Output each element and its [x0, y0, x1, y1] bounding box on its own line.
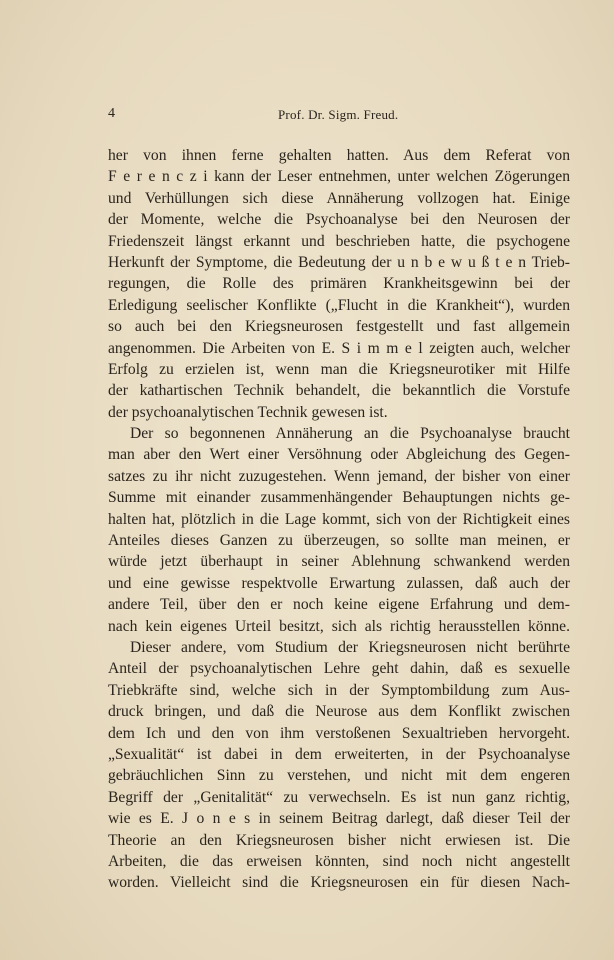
text-line: Arbeiten, die das erweisen könnten, sind noch nicht angestellt	[108, 852, 570, 870]
text-line: her von ihnen ferne gehalten hatten. Aus dem Referat von	[108, 147, 570, 164]
text-line: der Momente, welche die Psychoanalyse bei den Neurosen der	[108, 211, 570, 229]
text-line: Erledigung seelischer Konflikte („Flucht in die Krankheit“), wurden	[108, 296, 570, 314]
body-text	[108, 145, 570, 894]
paragraph-start-line: Dieser andere, vom Studium der Kriegsneurosen nicht berührte	[130, 638, 570, 656]
text-line: Anteiles dieses Ganzen zu überzeugen, so sollte man meinen, er	[108, 532, 570, 550]
text-line: regungen, die Rolle des primären Krankheitsgewinn bei der	[108, 275, 570, 293]
text-line: andere Teil, über den er noch keine eigene Erfahrung und dem-	[108, 596, 570, 614]
paragraph-end-line: nach kein eigenes Urteil besitzt, sich als richtig herausstellen könne.	[108, 617, 570, 635]
text-line: gebräuchlichen Sinn zu verstehen, und nicht mit dem engeren	[108, 767, 570, 785]
running-head: Prof. Dr. Sigm. Freud.	[278, 107, 399, 122]
paragraph-end-line: der psychoanalytischen Technik gewesen ist.	[108, 403, 388, 421]
text-line: Herkunft der Symptome, die Bedeutung der u n b e w u ß t e n Trieb-	[108, 253, 570, 271]
text-line: Triebkräfte sind, welche sich in der Symptombildung zum Aus-	[108, 681, 570, 699]
page-header	[108, 106, 570, 126]
text-line: Summe mit einander zusammenhängender Behauptungen nichts ge-	[108, 489, 570, 507]
text-line: druck bringen, und daß die Neurose aus dem Konflikt zwischen	[108, 703, 570, 721]
text-line: Anteil der psychoanalytischen Lehre geht dahin, daß es sexuelle	[108, 660, 570, 678]
page-number: 4	[108, 106, 115, 121]
text-line: und Verhüllungen sich diese Annäherung vollzogen hat. Einige	[108, 189, 570, 207]
text-line: worden. Vielleicht sind die Kriegsneurosen ein für diesen Nach-	[108, 874, 570, 892]
text-line: Friedenszeit längst erkannt und beschrieben hatte, die psychogene	[108, 232, 570, 250]
text-line: angenommen. Die Arbeiten von E. S i m m e l zeigten auch, welcher	[108, 339, 570, 357]
text-line: halten hat, plötzlich in die Lage kommt, sich von der Richtigkeit eines	[108, 510, 570, 528]
text-line: F e r e n c z i kann der Leser entnehmen, unter welchen Zögerungen	[108, 168, 570, 186]
text-line: Theorie an den Kriegsneurosen bisher nicht erwiesen ist. Die	[108, 831, 570, 849]
text-line: und eine gewisse respektvolle Erwartung zulassen, daß auch der	[108, 574, 570, 592]
text-line: Begriff der „Genitalität“ zu verwechseln. Es ist nun ganz richtig,	[108, 788, 570, 806]
text-line: „Sexualität“ ist dabei in dem erweiterten, in der Psychoanalyse	[108, 745, 570, 763]
text-line: man aber den Wert einer Versöhnung oder Abgleichung des Gegen-	[108, 446, 570, 464]
text-line: der kathartischen Technik behandelt, die bekanntlich die Vorstufe	[108, 382, 570, 400]
text-line: so auch bei den Kriegsneurosen festgestellt und fast allgemein	[108, 318, 570, 336]
text-line: wie es E. J o n e s in seinem Beitrag darlegt, daß dieser Teil der	[108, 810, 570, 828]
paragraph-start-line: Der so begonnenen Annäherung an die Psychoanalyse braucht	[130, 425, 570, 443]
text-line: würde jetzt überhaupt in seiner Ablehnung schwankend werden	[108, 553, 570, 571]
text-line: satzes zu ihr nicht zuzugestehen. Wenn jemand, der bisher von einer	[108, 467, 570, 485]
text-line: Erfolg zu erzielen ist, wenn man die Kriegsneurotiker mit Hilfe	[108, 360, 570, 378]
text-line: dem Ich und den von ihm verstoßenen Sexualtrieben hervorgeht.	[108, 724, 570, 742]
